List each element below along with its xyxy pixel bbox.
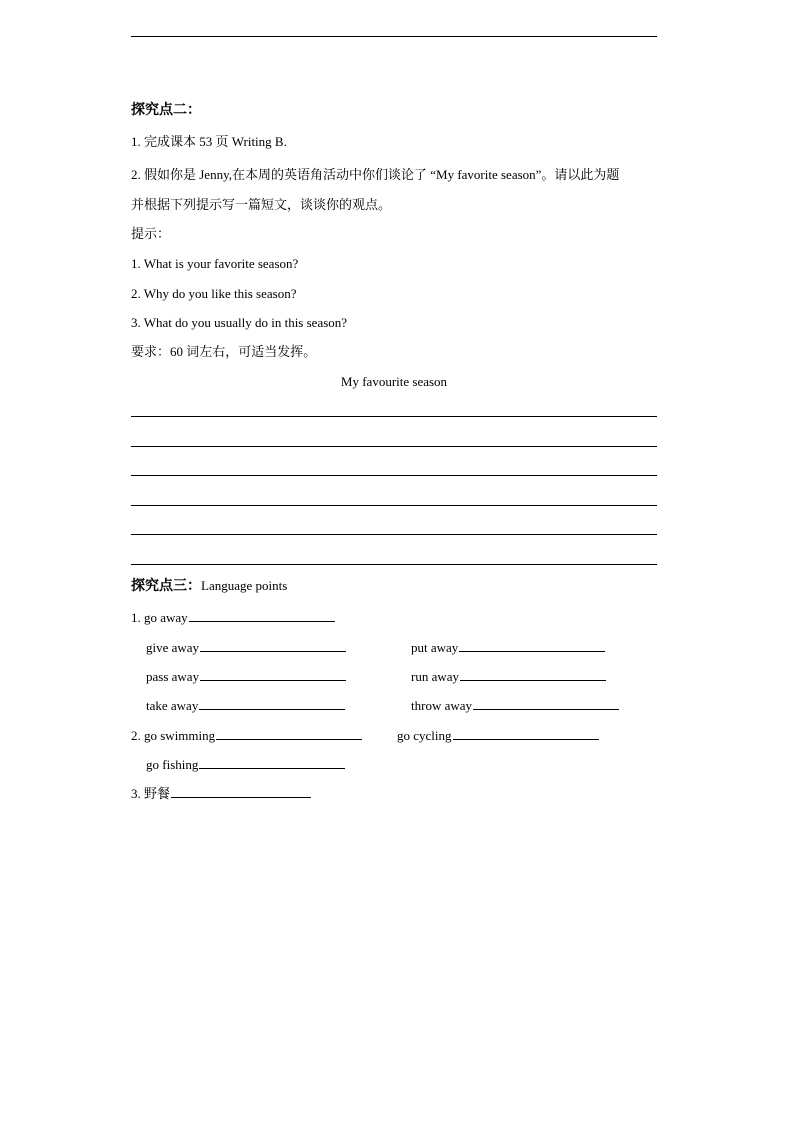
go-cycling-row [397,726,599,744]
pass-away-label: pass away [146,669,200,684]
writing-line[interactable] [131,564,657,565]
section2-item2-line1: 2. 假如你是 Jenny,在本周的英语角活动中你们谈论了 “My favorite season”。请以此为题 [131,167,620,182]
throw-away-row [411,696,619,714]
answer-blank[interactable] [216,726,362,740]
header-rule [131,36,657,37]
writing-line[interactable] [131,446,657,447]
throw-away-label: throw away [411,698,473,713]
take-away-row [146,696,345,714]
run-away-row [411,667,606,685]
pass-away-row [146,667,346,685]
run-away-label: run away [411,669,460,684]
answer-blank[interactable] [460,667,606,681]
point-3-row [131,784,311,802]
answer-blank[interactable] [200,638,346,652]
point-2-label: 2. go swimming [131,728,216,743]
writing-line[interactable] [131,416,657,417]
point-1-row [131,608,335,626]
hint-1: 1. What is your favorite season? [131,256,299,271]
writing-line[interactable] [131,505,657,506]
go-fishing-label: go fishing [146,757,199,772]
answer-blank[interactable] [189,608,335,622]
hint-2: 2. Why do you like this season? [131,286,297,301]
point-1-label: 1. go away [131,610,188,625]
writing-line[interactable] [131,534,657,535]
section3-heading-row [131,578,287,595]
take-away-label: take away [146,698,199,713]
point-3-label: 3. 野餐 [131,786,171,801]
section3-heading-en: Language points [201,578,288,593]
writing-line[interactable] [131,475,657,476]
answer-blank[interactable] [453,726,599,740]
hint-label: 提示： [131,226,171,241]
answer-blank[interactable] [473,696,619,710]
answer-blank[interactable] [171,784,311,798]
put-away-label: put away [411,640,459,655]
point-2-row [131,726,362,744]
go-fishing-row [146,755,345,773]
section2-heading: 探究点二： [131,103,201,118]
essay-title: My favourite season [340,374,448,389]
requirement: 要求：60 词左右，可适当发挥。 [131,344,317,359]
section2-item1: 1. 完成课本 53 页 Writing B. [131,134,287,149]
go-cycling-label: go cycling [397,728,452,743]
give-away-row [146,638,346,656]
hint-3: 3. What do you usually do in this season? [131,315,348,330]
answer-blank[interactable] [200,667,346,681]
section2-item2-line2: 并根据下列提示写一篇短文，谈谈你的观点。 [131,197,392,212]
put-away-row [411,638,605,656]
section3-heading: 探究点三： [131,579,201,594]
give-away-label: give away [146,640,200,655]
answer-blank[interactable] [459,638,605,652]
answer-blank[interactable] [199,755,345,769]
answer-blank[interactable] [199,696,345,710]
